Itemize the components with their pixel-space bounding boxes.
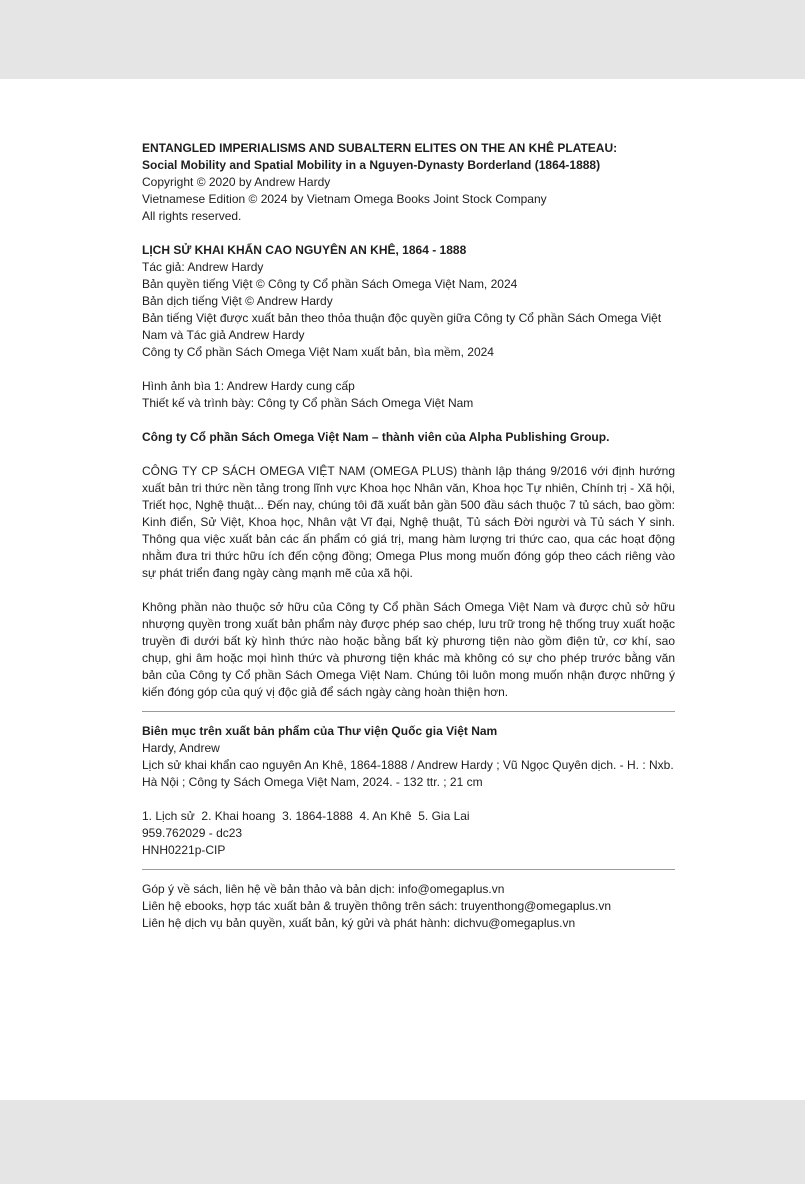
vietnamese-edition-copyright: Vietnamese Edition © 2024 by Vietnam Omega Books Joint Stock Company bbox=[142, 192, 547, 206]
catalog-author: Hardy, Andrew bbox=[142, 741, 220, 755]
catalog-classification: 959.762029 - dc23 bbox=[142, 826, 243, 840]
catalog-subjects: 1. Lịch sử 2. Khai hoang 3. 1864-1888 4. An Khê 5. Gia Lai bbox=[142, 809, 470, 823]
cover-image-credit: Hình ảnh bìa 1: Andrew Hardy cung cấp bbox=[142, 379, 355, 393]
contact-feedback: Góp ý về sách, liên hệ về bản thảo và bản dịch: info@omegaplus.vn bbox=[142, 882, 505, 896]
copyright-page-content bbox=[142, 140, 675, 932]
vietnamese-copyright: Bản quyền tiếng Việt © Công ty Cổ phần Sách Omega Việt Nam, 2024 bbox=[142, 277, 518, 291]
design-credit: Thiết kế và trình bày: Công ty Cổ phần Sách Omega Việt Nam bbox=[142, 396, 474, 410]
translation-copyright: Bản dịch tiếng Việt © Andrew Hardy bbox=[142, 294, 333, 308]
publishing-agreement: Bản tiếng Việt được xuất bản theo thỏa thuận độc quyền giữa Công ty Cổ phần Sách Omega Việt Nam và Tác giả Andrew Hardy bbox=[142, 311, 662, 342]
company-about-paragraph: CÔNG TY CP SÁCH OMEGA VIỆT NAM (OMEGA PLUS) thành lập tháng 9/2016 với định hướng xuất bản tri thức nền tảng trong lĩnh vực Khoa học Nhân văn, Khoa học Tự nhiên, Chính trị - Xã hội, Triết học, Nghệ thuật... Đến nay, chúng tôi đã xuất bản gần 500 đầu sách thuộc 7 tủ sách, bao gồm: Kinh điển, Sử Việt, Khoa học, Nhân vật Vĩ đại, Nghệ thuật, Tủ sách Đời người và Tủ sách Y sinh. Thông qua việc xuất bản các ấn phẩm có giá trị, mang hàm lượng tri thức cao, qua các hoạt động nhằm đưa tri thức hữu ích đến cộng đồng; Omega Plus mong muốn đóng góp theo cách riêng vào sự phát triển đang ngày càng mạnh mẽ của xã hội. bbox=[142, 464, 675, 580]
catalog-block bbox=[142, 723, 675, 859]
catalog-cip: HNH0221p-CIP bbox=[142, 843, 226, 857]
catalog-heading: Biên mục trên xuất bản phẩm của Thư viện Quốc gia Việt Nam bbox=[142, 724, 498, 738]
divider bbox=[142, 711, 675, 712]
legal-notice-paragraph: Không phần nào thuộc sở hữu của Công ty Cổ phần Sách Omega Việt Nam và được chủ sở hữu nhượng quyền trong xuất bản phẩm này được phép sao chép, lưu trữ trong hệ thống truy xuất hoặc truyền đi dưới bất kỳ hình thức nào hoặc bằng bất kỳ phương tiện nào gồm điện tử, cơ khí, sao chụp, ghi âm hoặc mọi hình thức và phương tiện khác mà không có sự cho phép trước bằng văn bản của Công ty Cổ phần Sách Omega Việt Nam. Chúng tôi luôn mong muốn nhận được những ý kiến đóng góp của quý vị độc giả để sách ngày càng hoàn thiện hơn. bbox=[142, 600, 675, 699]
vietnamese-title: LỊCH SỬ KHAI KHẨN CAO NGUYÊN AN KHÊ, 1864 - 1888 bbox=[142, 243, 467, 257]
english-title-line1: ENTANGLED IMPERIALISMS AND SUBALTERN ELITES ON THE AN KHÊ PLATEAU: bbox=[142, 141, 618, 155]
publisher-line: Công ty Cổ phần Sách Omega Việt Nam xuất bản, bìa mềm, 2024 bbox=[142, 345, 494, 359]
contact-ebooks: Liên hệ ebooks, hợp tác xuất bản & truyền thông trên sách: truyenthong@omegaplus.vn bbox=[142, 899, 612, 913]
english-copyright: Copyright © 2020 by Andrew Hardy bbox=[142, 175, 331, 189]
contacts-block bbox=[142, 881, 675, 932]
vietnamese-block bbox=[142, 242, 675, 361]
credits-block bbox=[142, 378, 675, 412]
company-member-line: Công ty Cổ phần Sách Omega Việt Nam – thành viên của Alpha Publishing Group. bbox=[142, 430, 610, 444]
catalog-entry: Lịch sử khai khẩn cao nguyên An Khê, 1864-1888 / Andrew Hardy ; Vũ Ngọc Quyên dịch. - H. : Nxb. Hà Nội ; Công ty Sách Omega Việt Nam, 2024. - 132 ttr. ; 21 cm bbox=[142, 758, 674, 789]
english-block bbox=[142, 140, 675, 225]
divider bbox=[142, 869, 675, 870]
contact-rights: Liên hệ dịch vụ bản quyền, xuất bản, ký gửi và phát hành: dichvu@omegaplus.vn bbox=[142, 916, 576, 930]
all-rights-reserved: All rights reserved. bbox=[142, 209, 242, 223]
vietnamese-author: Tác giả: Andrew Hardy bbox=[142, 260, 264, 274]
english-title-line2: Social Mobility and Spatial Mobility in a Nguyen-Dynasty Borderland (1864-1888) bbox=[142, 158, 601, 172]
